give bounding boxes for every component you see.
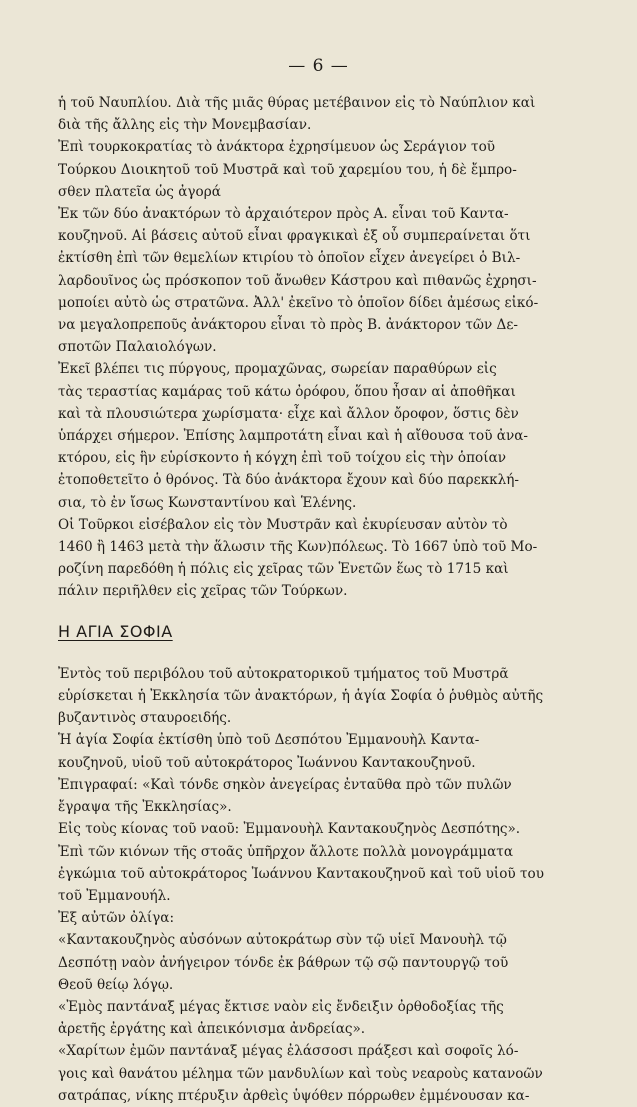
text-line: Τούρκου Διοικητοῦ τοῦ Μυστρᾶ καὶ τοῦ χαρεμίου του, ἡ δὲ ἔμπρο- <box>58 161 517 178</box>
text-line: κουζηνοῦ, υἱοῦ τοῦ αὐτοκράτορος Ἰωάννου Καντακουζηνοῦ. <box>58 754 476 771</box>
text-line: ἔγραψα τῆς Ἐκκλησίας». <box>58 799 232 816</box>
text-line: σια, τὸ ἐν ἴσως Κωνσταντίνου καὶ Ἑλένης. <box>58 494 357 511</box>
page-number: — 6 — <box>288 56 349 76</box>
text-line: καὶ τὰ πλουσιώτερα χωρίσματα· εἶχε καὶ ἄλλον ὄροφον, ὅστις δὲν <box>58 405 519 422</box>
text-line: Ἡ ἁγία Σοφία ἐκτίσθη ὑπὸ τοῦ Δεσπότου Ἐμμανουὴλ Καντα- <box>58 732 480 749</box>
text-line: «Χαρίτων ἐμῶν παντάναξ μέγας ἐλάσσοσι πράξεσι καὶ σοφοῖς λό- <box>58 1043 519 1060</box>
text-line: Οἱ Τοῦρκοι εἰσέβαλον εἰς τὸν Μυστρᾶν καὶ ἐκυρίευσαν αὐτὸν τὸ <box>58 516 508 533</box>
text-line: Ἐκεῖ βλέπει τις πύργους, προμαχῶνας, σωρείαν παραθύρων εἰς <box>58 361 497 378</box>
text-line: τὰς τεραστίας καμάρας τοῦ κάτω ὀρόφου, ὅπου ἦσαν αἱ ἀποθῆκαι <box>58 383 516 400</box>
text-line: «Ἐμὸς παντάναξ μέγας ἔκτισε ναὸν εἰς ἔνδειξιν ὀρθοδοξίας τῆς <box>58 998 504 1015</box>
text-line: βυζαντινὸς σταυροειδής. <box>58 710 232 727</box>
text-line: ροζίνη παρεδόθη ἡ πόλις εἰς χεῖρας τῶν Ἑνετῶν ἕως τὸ 1715 καὶ <box>58 561 509 578</box>
section-agia-sofia <box>58 663 613 1107</box>
text-line: εὑρίσκεται ἡ Ἐκκλησία τῶν ἀνακτόρων, ἡ ἁγία Σοφία ὁ ῥυθμὸς αὐτῆς <box>58 688 544 705</box>
text-line: ἐκτίσθη ἐπὶ τῶν θεμελίων κτιρίου τὸ ὁποῖον εἶχεν ἀνεγείρει ὁ Βιλ- <box>58 250 521 267</box>
text-line: 1460 ἢ 1463 μετὰ τὴν ἅλωσιν τῆς Κων)πόλεως. Τὸ 1667 ὑπὸ τοῦ Μο- <box>58 539 538 556</box>
text-line: να μεγαλοπρεποῦς ἀνάκτορου εἶναι τὸ πρὸς Β. ἀνάκτορον τῶν Δε- <box>58 317 519 334</box>
text-line: Ἐπὶ τῶν κιόνων τῆς στοᾶς ὑπῆρχον ἄλλοτε πολλὰ μονογράμματα <box>58 843 513 860</box>
text-line: ἐγκώμια τοῦ αὐτοκράτορος Ἰωάννου Καντακουζηνοῦ καὶ τοῦ υἱοῦ του <box>58 865 544 882</box>
text-line: «Καντακουζηνὸς αὐσόνων αὐτοκράτωρ σὺν τῷ υἱεῖ Μανουὴλ τῷ <box>58 932 507 949</box>
body-text <box>58 92 613 1107</box>
text-line: Εἰς τοὺς κίονας τοῦ ναοῦ: Ἐμμανουὴλ Καντακουζηνὸς Δεσπότης». <box>58 821 521 838</box>
section-heading: Η ΑΓΙΑ ΣΟΦΙΑ <box>58 621 173 641</box>
text-line: Ἐπιγραφαί: «Καὶ τόνδε σηκὸν ἀνεγείρας ἐνταῦθα πρὸ τῶν πυλῶν <box>58 776 512 793</box>
text-line: Ἐκ τῶν δύο ἀνακτόρων τὸ ἀρχαιότερον πρὸς Α. εἶναι τοῦ Καντα- <box>58 206 509 223</box>
text-line: κουζηνοῦ. Αἱ βάσεις αὐτοῦ εἶναι φραγκικαὶ ἐξ οὗ συμπεραίνεται ὅτι <box>58 228 531 245</box>
text-line: πάλιν περιῆλθεν εἰς χεῖρας τῶν Τούρκων. <box>58 583 348 600</box>
text-line: Ἐπὶ τουρκοκρατίας τὸ ἀνάκτορα ἐχρησίμευον ὡς Σεράγιον τοῦ <box>58 139 496 156</box>
text-line: σποτῶν Παλαιολόγων. <box>58 339 217 356</box>
text-line: Δεσπότῃ ναὸν ἀνήγειρον τόνδε ἐκ βάθρων τῷ σῷ παντουργῷ τοῦ <box>58 954 509 971</box>
text-line: τοῦ Ἐμμανουήλ. <box>58 887 171 904</box>
text-line: λαρδουῖνος ὡς πρόσκοπον τοῦ ἄνωθεν Κάστρου καὶ πιθανῶς ἐχρησι- <box>58 272 537 289</box>
text-line: ἐτοποθετεῖτο ὁ θρόνος. Τὰ δύο ἀνάκτορα ἔχουν καὶ δύο παρεκκλή- <box>58 472 520 489</box>
text-line: διὰ τῆς ἄλλης εἰς τὴν Μονεμβασίαν. <box>58 117 312 134</box>
text-line: Θεοῦ θείῳ λόγῳ. <box>58 976 174 993</box>
text-line: μοποίει αὐτὸ ὡς στρατῶνα. Ἀλλ' ἐκεῖνο τὸ ὁποῖον δίδει ἀμέσως εἰκό- <box>58 294 539 311</box>
text-line: σθεν πλατεῖα ὡς ἀγορά <box>58 183 221 200</box>
text-line: Ἐξ αὐτῶν ὀλίγα: <box>58 910 175 927</box>
text-line: κτόρου, εἰς ἣν εὑρίσκοντο ἡ κόγχη ἐπὶ τοῦ τοίχου εἰς τὴν ὁποίαν <box>58 450 507 467</box>
text-line: σατράπας, νίκης πτέρυξιν ἀρθεὶς ὑψόθεν πόρρωθεν ἐμμένουσαν κα- <box>58 1087 530 1104</box>
text-line: ἡ τοῦ Ναυπλίου. Διὰ τῆς μιᾶς θύρας μετέβαινον εἰς τὸ Ναύπλιον καὶ <box>58 95 536 111</box>
text-line: ὑπάρχει σήμερον. Ἐπίσης λαμπροτάτη εἶναι καὶ ἡ αἴθουσα τοῦ ἀνα- <box>58 428 529 445</box>
text-line: ἀρετῆς ἐργάτης καὶ ἀπεικόνισμα ἀνδρείας». <box>58 1021 366 1038</box>
text-line: γοις καὶ θανάτου μέλημα τῶν μανδυλίων καὶ τοὺς νεαροὺς κατανοῶν <box>58 1065 543 1082</box>
text-line: Ἐντὸς τοῦ περιβόλου τοῦ αὐτοκρατορικοῦ τμήματος τοῦ Μυστρᾶ <box>58 665 509 682</box>
section-kantakouzenos-palaces <box>58 92 613 603</box>
